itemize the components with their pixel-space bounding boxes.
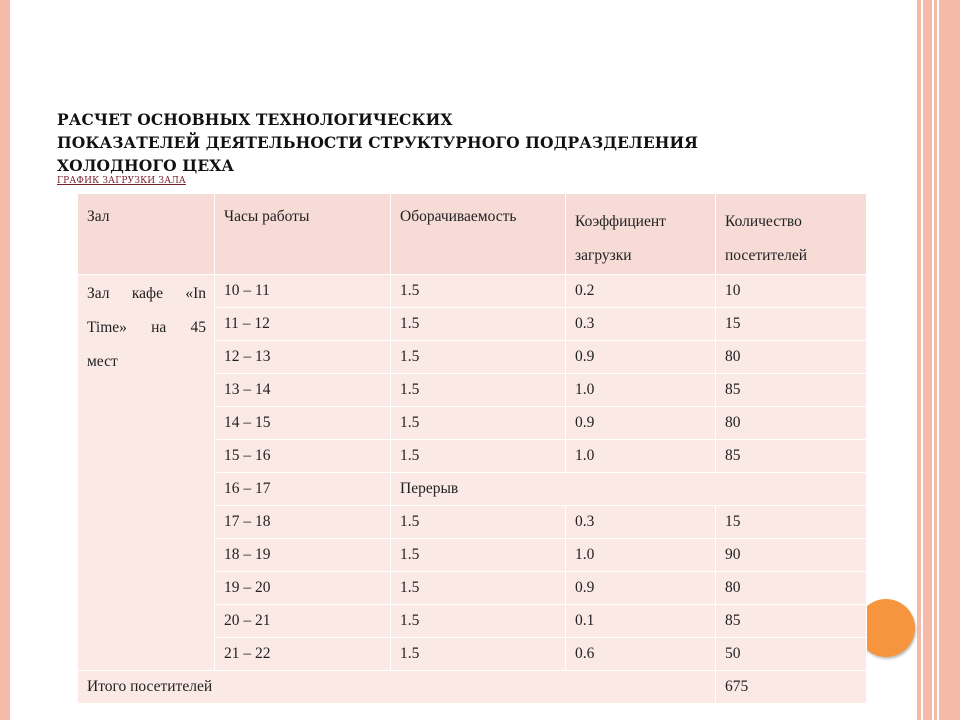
right-frame-stripe (939, 0, 960, 720)
cell-hours: 21 – 22 (215, 638, 391, 671)
cell-visitors: 10 (716, 275, 867, 308)
header-load-coefficient: Коэффициент загрузки (566, 194, 716, 275)
cell-coefficient: 0.9 (566, 341, 716, 374)
cell-coefficient: 0.3 (566, 506, 716, 539)
header-hall: Зал (78, 194, 215, 275)
cell-turnover: 1.5 (391, 605, 566, 638)
hall-name-cell: Зал кафе «In Time» на 45 мест (78, 275, 215, 671)
cell-visitors: 50 (716, 638, 867, 671)
cell-visitors: 80 (716, 407, 867, 440)
cell-turnover: 1.5 (391, 638, 566, 671)
cell-visitors: 80 (716, 341, 867, 374)
cell-turnover: 1.5 (391, 407, 566, 440)
header-turnover: Оборачиваемость (391, 194, 566, 275)
cell-turnover: 1.5 (391, 440, 566, 473)
cell-hours: 16 – 17 (215, 473, 391, 506)
right-frame-stripe (923, 0, 932, 720)
left-frame-stripe (0, 0, 10, 720)
cell-hours: 17 – 18 (215, 506, 391, 539)
cell-hours: 14 – 15 (215, 407, 391, 440)
cell-hours: 10 – 11 (215, 275, 391, 308)
cell-coefficient: 0.1 (566, 605, 716, 638)
cell-coefficient: 1.0 (566, 440, 716, 473)
cell-hours: 11 – 12 (215, 308, 391, 341)
title-line: ПОКАЗАТЕЛЕЙ ДЕЯТЕЛЬНОСТИ СТРУКТУРНОГО ПОДРАЗДЕЛЕНИЯ (57, 133, 699, 152)
cell-turnover: 1.5 (391, 308, 566, 341)
cell-turnover: 1.5 (391, 341, 566, 374)
table-header-row (78, 194, 867, 275)
cell-visitors: 85 (716, 440, 867, 473)
cell-turnover: 1.5 (391, 275, 566, 308)
cell-hours: 15 – 16 (215, 440, 391, 473)
cell-coefficient: 0.9 (566, 407, 716, 440)
cell-hours: 12 – 13 (215, 341, 391, 374)
cell-turnover: 1.5 (391, 572, 566, 605)
cell-hours: 18 – 19 (215, 539, 391, 572)
cell-turnover: 1.5 (391, 374, 566, 407)
cell-visitors: 15 (716, 506, 867, 539)
title-line: РАСЧЕТ ОСНОВНЫХ ТЕХНОЛОГИЧЕСКИХ (57, 110, 453, 129)
header-visitors: Количество посетителей (716, 194, 867, 275)
cell-coefficient: 0.2 (566, 275, 716, 308)
cell-visitors: 80 (716, 572, 867, 605)
total-label: Итого посетителей (78, 671, 716, 704)
cell-break: Перерыв (391, 473, 867, 506)
cell-visitors: 90 (716, 539, 867, 572)
cell-hours: 13 – 14 (215, 374, 391, 407)
header-hours: Часы работы (215, 194, 391, 275)
cell-coefficient: 0.3 (566, 308, 716, 341)
cell-turnover: 1.5 (391, 539, 566, 572)
cell-visitors: 15 (716, 308, 867, 341)
cell-hours: 19 – 20 (215, 572, 391, 605)
right-frame-stripe (934, 0, 937, 720)
title-line: ХОЛОДНОГО ЦЕХА (57, 156, 235, 175)
cell-turnover: 1.5 (391, 506, 566, 539)
slide-title (57, 108, 817, 177)
cell-coefficient: 0.9 (566, 572, 716, 605)
cell-coefficient: 1.0 (566, 539, 716, 572)
cell-visitors: 85 (716, 605, 867, 638)
cell-visitors: 85 (716, 374, 867, 407)
table-total-row (78, 671, 867, 704)
table-row (78, 275, 867, 308)
slide-subtitle: ГРАФИК ЗАГРУЗКИ ЗАЛА (57, 176, 186, 186)
cell-hours: 20 – 21 (215, 605, 391, 638)
right-frame-stripe (917, 0, 921, 720)
cell-coefficient: 1.0 (566, 374, 716, 407)
cell-coefficient: 0.6 (566, 638, 716, 671)
hall-load-table (77, 193, 867, 704)
total-value: 675 (716, 671, 867, 704)
